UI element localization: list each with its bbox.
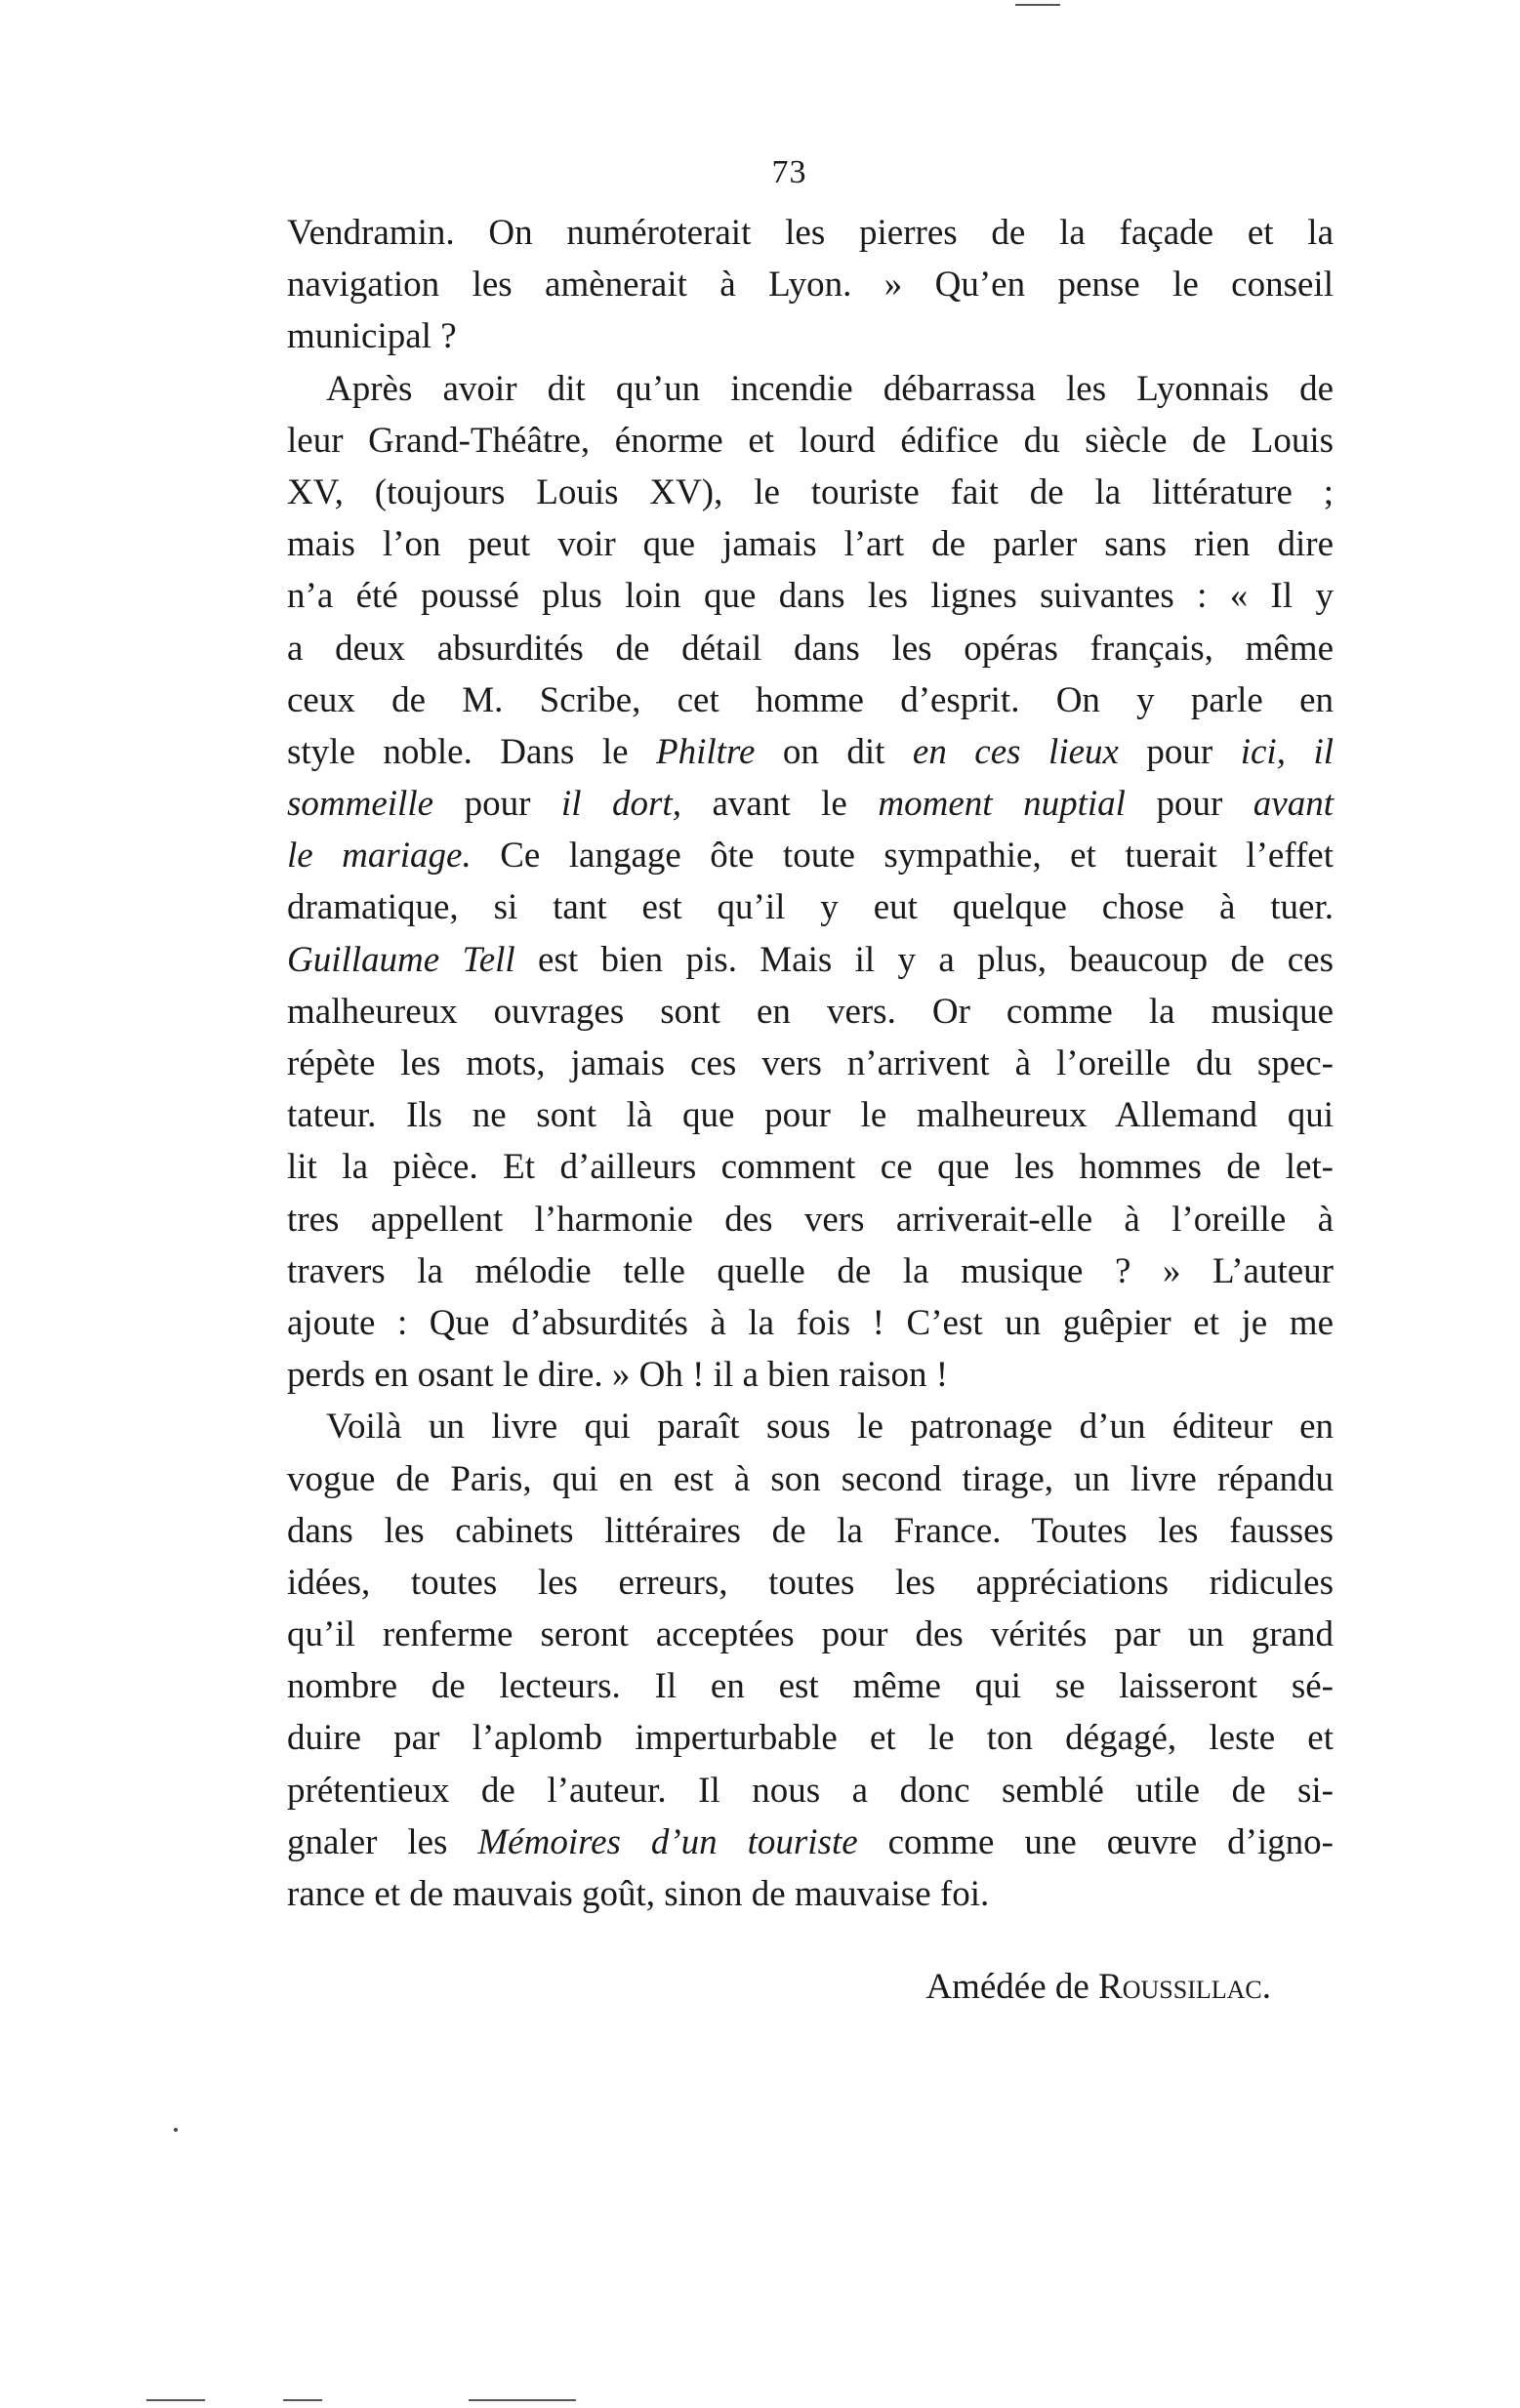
italic-text: avant	[1253, 784, 1334, 825]
italic-text: Mémoires d’un touriste	[477, 1821, 858, 1862]
text-run: comme une œuvre d’igno-	[857, 1821, 1334, 1862]
text-line	[287, 778, 1334, 830]
text-line: vogue de Paris, qui en est à son second tirage, un livre répandu	[287, 1458, 1334, 1499]
text-line: nombre de lecteurs. Il en est même qui se laisseront sé-	[287, 1666, 1334, 1707]
text-line: XV, (toujours Louis XV), le touriste fait de la littérature ;	[287, 471, 1334, 512]
text-line: Vendramin. On numéroterait les pierres de la façade et la	[287, 213, 1334, 253]
bottom-edge-mark	[469, 2399, 576, 2401]
text-line: rance et de mauvais goût, sinon de mauvaise foi.	[287, 1874, 990, 1914]
text-line	[287, 830, 1334, 881]
body-text	[287, 207, 1334, 2013]
text-run: pour	[1125, 784, 1253, 825]
text-line: a deux absurdités de détail dans les opéras français, même	[287, 628, 1334, 669]
text-run: Ce langage ôte toute sympathie, et tuerait l’effet	[471, 836, 1334, 877]
text-line: navigation les amènerait à Lyon. » Qu’en pense le conseil	[287, 265, 1334, 306]
text-line: dramatique, si tant est qu’il y eut quelque chose à tuer.	[287, 887, 1334, 928]
text-line: qu’il renferme seront acceptées pour des vérités par un grand	[287, 1614, 1334, 1655]
italic-text: Philtre	[656, 731, 756, 772]
text-run: pour	[433, 784, 561, 825]
text-line: municipal ?	[287, 316, 457, 357]
text-line	[287, 1816, 1334, 1868]
text-run: on dit	[755, 731, 913, 772]
text-line: lit la pièce. Et d’ailleurs comment ce que les hommes de let-	[287, 1147, 1334, 1188]
italic-text: sommeille	[287, 784, 434, 825]
text-line: n’a été poussé plus loin que dans les lignes suivantes : « Il y	[287, 576, 1334, 617]
text-line: tateur. Ils ne sont là que pour le malheureux Allemand qui	[287, 1095, 1334, 1136]
italic-text: moment nuptial	[878, 784, 1126, 825]
text-line: ajoute : Que d’absurdités à la fois ! C’est un guêpier et je me	[287, 1302, 1334, 1343]
italic-text: Guillaume Tell	[287, 939, 515, 980]
text-line: prétentieux de l’auteur. Il nous a donc semblé utile de si-	[287, 1770, 1334, 1811]
page-number: 73	[771, 154, 807, 190]
paragraph-start-line: Après avoir dit qu’un incendie débarrassa les Lyonnais de	[326, 368, 1334, 409]
text-line	[287, 726, 1334, 778]
signature	[287, 1961, 1334, 2013]
text-line	[287, 934, 1334, 986]
text-line: leur Grand-Théâtre, énorme et lourd édifice du siècle de Louis	[287, 420, 1334, 461]
text-run: style noble. Dans le	[287, 731, 656, 772]
text-line: perds en osant le dire. » Oh ! il a bien raison !	[287, 1355, 949, 1396]
text-line: dans les cabinets littéraires de la France. Toutes les fausses	[287, 1510, 1334, 1551]
text-run: gnaler les	[287, 1821, 478, 1862]
scan-speck	[174, 2128, 178, 2132]
text-run: est bien pis. Mais il y a plus, beaucoup de ces	[514, 939, 1334, 980]
italic-text: ici, il	[1240, 731, 1335, 772]
text-run: pour	[1118, 731, 1241, 772]
italic-text: en ces lieux	[912, 731, 1119, 772]
bottom-edge-mark	[283, 2399, 322, 2401]
italic-text: le mariage.	[287, 836, 472, 877]
text-line: travers la mélodie telle quelle de la musique ? » L’auteur	[287, 1250, 1334, 1291]
text-line: mais l’on peut voir que jamais l’art de parler sans rien dire	[287, 524, 1334, 565]
text-run: avant le	[680, 784, 879, 825]
top-edge-mark	[1015, 4, 1060, 6]
bottom-edge-mark	[146, 2399, 205, 2401]
signature-prefix: Amédée de	[925, 1967, 1099, 2008]
text-line: duire par l’aplomb imperturbable et le ton dégagé, leste et	[287, 1718, 1334, 1759]
text-line: ceux de M. Scribe, cet homme d’esprit. On y parle en	[287, 679, 1334, 720]
signature-surname: Roussillac.	[1098, 1967, 1271, 2008]
text-line: répète les mots, jamais ces vers n’arrivent à l’oreille du spec-	[287, 1043, 1334, 1083]
text-line: malheureux ouvrages sont en vers. Or comme la musique	[287, 991, 1334, 1032]
italic-text: il dort,	[560, 784, 681, 825]
text-line: tres appellent l’harmonie des vers arriverait-elle à l’oreille à	[287, 1199, 1334, 1240]
text-line: idées, toutes les erreurs, toutes les appréciations ridicules	[287, 1562, 1334, 1603]
paragraph-start-line: Voilà un livre qui paraît sous le patronage d’un éditeur en	[326, 1407, 1334, 1448]
